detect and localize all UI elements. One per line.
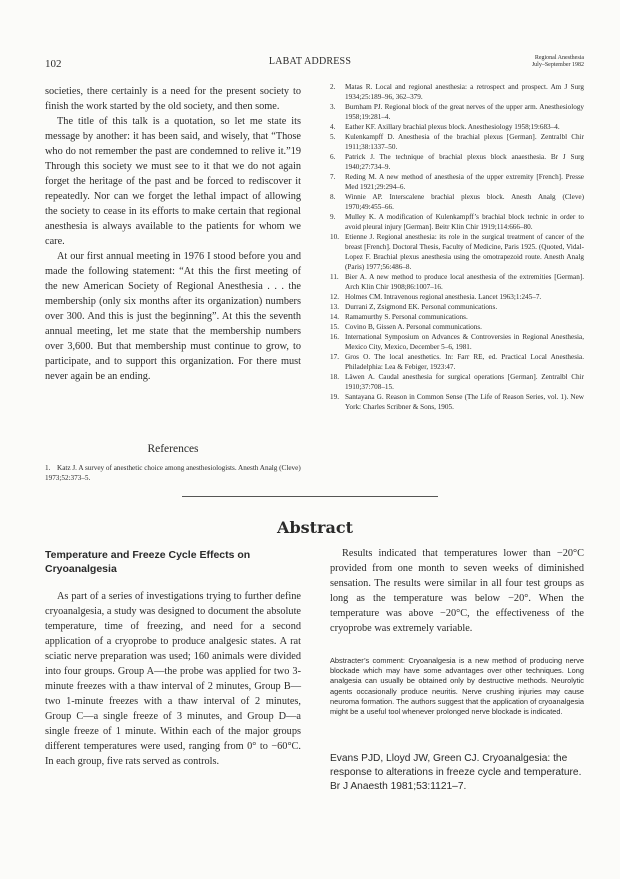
reference-text: Läwen A. Caudal anesthesia for surgical operations [German]. Zentralbl Chir 1910;37:708–15. [345, 373, 584, 391]
reference-number: 12. [330, 293, 339, 301]
reference-number: 11. [330, 273, 339, 281]
abstract-methods: As part of a series of investigations trying to further define cryoanalgesia, a study was designed to document the absolute temperature, time of freezing, and need for a second application of a cryoprobe to produce analgesic states. A rat sciatic nerve preparation was used; 160 animals were divided into four groups. Group A—the probe was applied for two 3-minute freezes with a thaw interval of 2 minutes, Group B—two 1-minute freezes with a thaw interval of 2 minutes, Group C—a single freeze of 3 minutes, and Group D—a single freeze of 1 minute. Within each of the major groups different temperatures were used, ranging from 0° to −60°C. In each group, five rats served as controls. [45, 591, 301, 767]
reference-text: Bier A. A new method to produce local anesthesia of the extremities [German]. Arch Klin Chir 1908;86:1007–16. [345, 273, 584, 291]
reference-number: 17. [330, 353, 339, 361]
reference-item [330, 172, 584, 192]
reference-item [330, 372, 584, 392]
reference-text: Holmes CM. Intravenous regional anesthesia. Lancet 1963;1:245–7. [345, 293, 542, 301]
reference-item [330, 152, 584, 172]
reference-item [330, 292, 584, 302]
reference-number: 4. [330, 123, 336, 131]
reference-item [45, 463, 301, 483]
reference-item [330, 212, 584, 232]
reference-text: Etienne J. Regional anesthesia: its role in the surgical treatment of cancer of the breast [French]. Doctoral Thesis, Faculty of Medicine, Paris 1925. (Quoted, Vidal-Lopez F. Brachial plexus anesthesia using the omotrapezoid route. Anesth Analg (Paris) 1977;56:486–8. [345, 233, 584, 271]
reference-number: 18. [330, 373, 339, 381]
reference-text: Eather KF. Axillary brachial plexus block. Anesthesiology 1958;19:683–4. [345, 123, 560, 131]
body-text [45, 84, 301, 384]
journal-issue: July–September 1982 [531, 62, 584, 68]
reference-text: Gros O. The local anesthetics. In: Farr RE, ed. Practical Local Anesthesia. Philadelphia: Lea & Febiger, 1923:47. [345, 353, 584, 371]
reference-number: 13. [330, 303, 339, 311]
reference-text: Winnie AP. Interscalene brachial plexus block. Anesth Analg (Cleve) 1970;49:455–66. [345, 193, 584, 211]
references-heading: References [147, 443, 199, 455]
reference-item [330, 392, 584, 412]
reference-text: Covino B, Gissen A. Personal communications. [345, 323, 482, 331]
abstracter-comment: Abstracter’s comment: Cryoanalgesia is a new method of producing nerve blockade which may have some advantages over other techniques. Long analgesia can usually be obtained only by destructive methods. Neurolytic agents occasionally produce neuritis. Nerve crushing injuries may cause neuroma formation. The authors suggest that the application of cryoanalgesia might be a useful tool whenever prolonged nerve blockade is indicated. [330, 656, 584, 717]
reference-text: Mulley K. A modification of Kulenkampff’s brachial block technic in order to avoid pleural injury [German]. Beitr Klin Chir 1919;114:666–80. [345, 213, 584, 231]
reference-text: Matas R. Local and regional anesthesia: a retrospect and prospect. Am J Surg 1934;25:189–96, 362–379. [345, 83, 584, 101]
reference-item [330, 312, 584, 322]
abstract-results: Results indicated that temperatures lower than −20°C provided from one month to seven weeks of diminished sensation. The results were similar in all four test groups as long as the temperature was below −20°. When the temperature was above −20°C, the effectiveness of the cryoprobe was extremely variable. [330, 548, 584, 634]
body-paragraph: societies, there certainly is a need for the present society to finish the work started by the old society, and then some. [45, 86, 301, 112]
abstract-heading: Abstract [277, 518, 353, 537]
reference-number: 14. [330, 313, 339, 321]
reference-number: 1. [45, 464, 51, 472]
reference-text: Reding M. A new method of anesthesia of the upper extremity [French]. Presse Med 1921;29:294–6. [345, 173, 584, 191]
reference-text: International Symposium on Advances & Controversies in Regional Anesthesia, Mexico City, Mexico, December 5–6, 1981. [345, 333, 584, 351]
body-paragraph: At our first annual meeting in 1976 I stood before you and made the following statement: “At this the first meeting of the new American Society of Regional Anesthesia . . . the membership (only six months after its organization) numbers over 300. And this is just the beginning”. At this the seventh annual meeting, let me state that the membership numbers over 3,600. But that membership must continue to grow, to participate, and to support this organization. For there must never again be an ending. [45, 251, 301, 382]
reference-item [330, 322, 584, 332]
journal-info [500, 55, 584, 69]
reference-number: 8. [330, 193, 336, 201]
reference-number: 2. [330, 83, 336, 91]
body-paragraph: The title of this talk is a quotation, so let me state its message by another: it has been said, and wisely, that “Those who do not remember the past are condemned to relive it.”19 Through this society we must see to it that we do not again forget the heritage of the past and be forced to rediscover it repeatedly. Nor can we forget the lethal impact of allowing the society to cease in its efforts to make certain that regional anesthesia is always available to the patients for whom we care. [45, 116, 301, 247]
reference-number: 16. [330, 333, 339, 341]
article-title: Temperature and Freeze Cycle Effects on Cryoanalgesia [45, 549, 251, 575]
reference-number: 3. [330, 103, 336, 111]
reference-number: 5. [330, 133, 336, 141]
reference-text: Santayana G. Reason in Common Sense (The Life of Reason Series, vol. 1). New York: Charles Scribner & Sons, 1905. [345, 393, 584, 411]
reference-text: Durrani Z, Zsigmond EK. Personal communications. [345, 303, 498, 311]
journal-name: Regional Anesthesia [534, 55, 584, 61]
section-divider [182, 496, 438, 497]
reference-item [330, 82, 584, 102]
reference-number: 9. [330, 213, 336, 221]
reference-number: 10. [330, 233, 339, 241]
reference-item [330, 102, 584, 122]
running-title: LABAT ADDRESS [268, 56, 352, 67]
reference-item [330, 132, 584, 152]
reference-item [330, 192, 584, 212]
reference-text: Patrick J. The technique of brachial plexus block anaesthesia. Br J Surg 1940;27:734–9. [345, 153, 584, 171]
reference-item [330, 232, 584, 272]
reference-number: 7. [330, 173, 336, 181]
reference-text: Katz J. A survey of anesthetic choice among anesthesiologists. Anesth Analg (Cleve) 1973;52:373–5. [45, 464, 301, 482]
reference-item [330, 272, 584, 292]
reference-list [330, 82, 584, 412]
reference-item [330, 122, 584, 132]
reference-item [330, 302, 584, 312]
reference-item [330, 332, 584, 352]
reference-number: 6. [330, 153, 336, 161]
reference-text: Burnham PJ. Regional block of the great nerves of the upper arm. Anesthesiology 1958;19:281–4. [345, 103, 584, 121]
reference-number: 15. [330, 323, 339, 331]
citation: Evans PJD, Lloyd JW, Green CJ. Cryoanalgesia: the response to alterations in freeze cycle and temperature. Br J Anaesth 1981;53:1121–7. [330, 753, 582, 792]
reference-number: 19. [330, 393, 339, 401]
page-number: 102 [45, 58, 62, 70]
reference-text: Kulenkampff D. Anesthesia of the brachial plexus [German]. Zentralbl Chir 1911;38:1337–50. [345, 133, 584, 151]
reference-text: Ramamurthy S. Personal communications. [345, 313, 468, 321]
reference-item [330, 352, 584, 372]
